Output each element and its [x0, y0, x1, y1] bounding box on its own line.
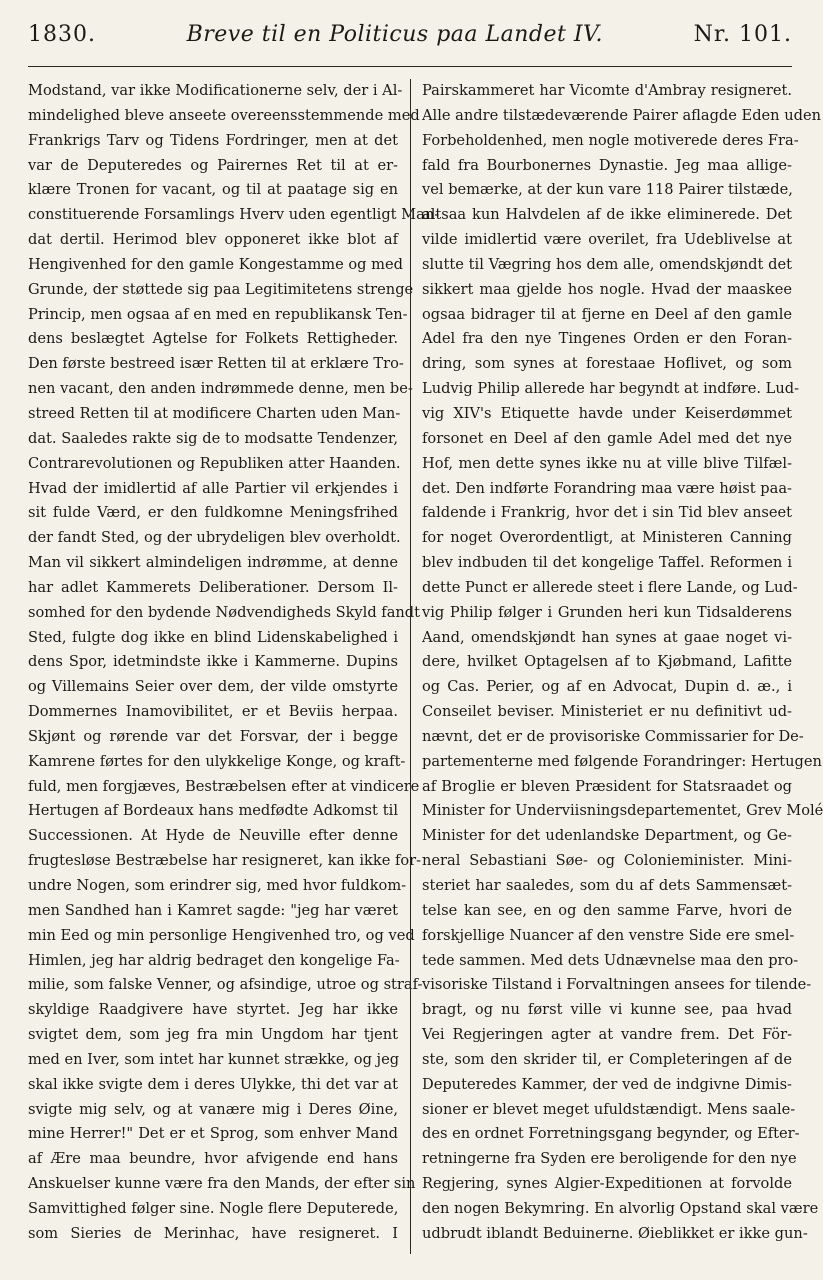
text-line: visoriske Tilstand i Forvaltningen ansees for tilende-	[422, 976, 812, 994]
text-line: Man vil sikkert almindeligen indrømme, at denne	[28, 554, 398, 572]
text-line: Den første bestreed især Retten til at erklære Tro-	[28, 355, 404, 373]
text-line: Hertugen af Bordeaux hans medfødte Adkomst til	[28, 802, 398, 820]
text-line: vilde imidlertid være overilet, fra Udeblivelse at	[422, 231, 792, 249]
text-line: Contrarevolutionen og Republiken atter Haanden.	[28, 454, 401, 472]
text-line: des en ordnet Forretningsgang begynder, og Efter-	[422, 1125, 800, 1143]
text-line: constituerende Forsamlings Hverv uden egentligt Man-	[28, 206, 440, 224]
text-line: dat. Saaledes rakte sig de to modsatte Tendenzer,	[28, 429, 398, 447]
right-column	[422, 79, 823, 1259]
text-line: Pairskammeret har Vicomte d'Ambray resigneret.	[422, 82, 792, 99]
text-line: streed Retten til at modificere Charten uden Man-	[28, 404, 401, 422]
text-line: Ludvig Philip allerede har begyndt at indføre. Lud-	[422, 380, 800, 398]
text-line: Adel fra den nye Tingenes Orden er den Foran-	[422, 330, 792, 348]
text-line: sit fulde Værd, er den fuldkomne Meningsfrihed	[28, 504, 398, 522]
text-line: har adlet Kammerets Deliberationer. Dersom Il-	[28, 578, 398, 596]
text-line: svigtet dem, som jeg fra min Ungdom har tjent	[28, 1026, 398, 1044]
text-line: blev indbuden til det kongelige Taffel. Reformen i	[422, 554, 792, 572]
text-line: partementerne med følgende Forandringer: Hertugen	[422, 752, 822, 770]
left-column	[28, 79, 440, 1259]
text-line: Minister for det udenlandske Department, og Ge-	[422, 827, 792, 845]
text-line: udbrudt iblandt Beduinerne. Øieblikket er ikke gun-	[422, 1224, 808, 1242]
text-line: klære Tronen for vacant, og til at paatage sig en	[28, 181, 398, 199]
text-line: nen vacant, den anden indrømmede denne, men be-	[28, 380, 413, 398]
text-line: Kamrene førtes for den ulykkelige Konge, og kraft-	[28, 752, 406, 770]
text-line: mindelighed bleve anseete overeensstemmende med	[28, 106, 420, 124]
text-line: retningerne fra Syden ere beroligende for den nye	[422, 1150, 797, 1168]
text-line: skyldige Raadgivere have styrtet. Jeg har ikke	[28, 1001, 398, 1019]
header-rule	[28, 66, 792, 67]
text-line: nævnt, det er de provisoriske Commissarier for De-	[422, 727, 804, 745]
text-line: Vei Regjeringen agter at vandre frem. Det För-	[422, 1026, 792, 1044]
text-line: fald fra Bourbonernes Dynastie. Jeg maa allige-	[422, 156, 792, 174]
text-line: Skjønt og rørende var det Forsvar, der i begge	[28, 727, 398, 745]
text-line: svigte mig selv, og at vanære mig i Deres Øine,	[28, 1100, 398, 1118]
text-line: Forbeholdenhed, men nogle motiverede deres Fra-	[422, 131, 799, 149]
text-line: Alle andre tilstædeværende Pairer aflagde Eden uden	[422, 106, 821, 124]
text-line: ogsaa bidrager til at fjerne en Deel af den gamle	[422, 305, 792, 323]
text-line: Dommernes Inamovibilitet, er et Beviis herpaa.	[28, 703, 398, 721]
text-columns	[28, 79, 823, 1259]
text-line: det. Den indførte Forandring maa være høist paa-	[422, 479, 792, 497]
text-line: dring, som synes at forestaae Hoflivet, og som	[422, 355, 792, 373]
text-line: undre Nogen, som erindrer sig, med hvor fuldkom-	[28, 877, 407, 894]
text-line: Sted, fulgte dog ikke en blind Lidenskabelighed i	[28, 628, 398, 646]
text-line: dat dertil. Herimod blev opponeret ikke blot af	[28, 231, 398, 249]
text-line: som Sieries de Merinhac, have resigneret. I	[28, 1224, 398, 1242]
text-line: af Ære maa beundre, hvor afvigende end hans	[28, 1150, 398, 1168]
text-line: forskjellige Nuancer af den venstre Side ere smel-	[422, 926, 795, 944]
text-line: for noget Overordentligt, at Ministeren Canning	[422, 529, 792, 547]
text-line: altsaa kun Halvdelen af de ikke eliminerede. Det	[422, 206, 792, 224]
text-line: Conseilet beviser. Ministeriet er nu definitivt ud-	[422, 703, 792, 721]
text-line: Himlen, jeg har aldrig bedraget den kongelige Fa-	[28, 951, 400, 969]
text-line: men Sandhed han i Kamret sagde: "jeg har været	[28, 901, 398, 919]
text-line: telse kan see, en og den samme Farve, hvori de	[422, 901, 792, 919]
text-line: milie, som falske Venner, og afsindige, utroe og straf-	[28, 976, 423, 994]
text-line: og Villemains Seier over dem, der vilde omstyrte	[28, 678, 398, 696]
text-line: Grunde, der støttede sig paa Legitimitetens strenge	[28, 280, 414, 298]
text-line: mine Herrer!" Det er et Sprog, som enhver Mand	[28, 1125, 398, 1143]
text-line: neral Sebastiani Søe- og Colonieminister. Mini-	[422, 852, 792, 870]
text-line: af Broglie er bleven Præsident for Statsraadet og	[422, 777, 792, 795]
text-line: vig Philip følger i Grunden heri kun Tidsalderens	[422, 603, 792, 621]
text-line: Successionen. At Hyde de Neuville efter denne	[28, 827, 398, 845]
text-line: Hvad der imidlertid af alle Partier vil erkjendes i	[28, 479, 398, 497]
text-line: steriet har saaledes, som du af dets Sammensæt-	[422, 877, 792, 894]
text-line: tede sammen. Med dets Udnævnelse maa den pro-	[422, 951, 799, 969]
text-line: Modstand, var ikke Modificationerne selv, der i Al-	[28, 82, 403, 99]
text-line: vig XIV's Etiquette havde under Keiserdømmet	[422, 404, 792, 422]
text-line: Hengivenhed for den gamle Kongestamme og med	[28, 255, 403, 273]
text-line: Princip, men ogsaa af en med en republikansk Ten-	[28, 305, 408, 323]
text-line: dens beslægtet Agtelse for Folkets Rettigheder.	[28, 330, 398, 348]
text-line: fuld, men forgjæves, Bestræbelsen efter at vindicere	[28, 777, 420, 795]
running-head	[28, 22, 792, 60]
text-line: Deputeredes Kammer, der ved de indgivne Dimis-	[422, 1075, 792, 1093]
text-line: skal ikke svigte dem i deres Ulykke, thi det var at	[28, 1075, 398, 1093]
text-line: og Cas. Perier, og af en Advocat, Dupin d. æ., i	[422, 678, 792, 696]
header-title: Breve til en Politicus paa Landet IV.	[186, 22, 604, 47]
text-line: sikkert maa gjelde hos nogle. Hvad der maaskee	[422, 280, 792, 298]
text-line: der fandt Sted, og der ubrydeligen blev overholdt.	[28, 529, 401, 547]
column-divider	[410, 79, 411, 1254]
text-line: Minister for Underviisningsdepartementet, Grev Molé	[422, 802, 823, 820]
text-line: var de Deputeredes og Pairernes Ret til at er-	[28, 156, 398, 174]
text-line: Regjering, synes Algier-Expeditionen at forvolde	[422, 1175, 792, 1193]
header-issue-number: Nr. 101.	[693, 22, 792, 47]
text-line: Samvittighed følger sine. Nogle flere Deputerede,	[28, 1199, 399, 1217]
text-line: frugtesløse Bestræbelse har resigneret, kan ikke for-	[28, 852, 422, 870]
text-line: vel bemærke, at der kun vare 118 Pairer tilstæde,	[422, 181, 793, 199]
header-year: 1830.	[28, 22, 96, 47]
text-line: Anskuelser kunne være fra den Mands, der efter sin	[28, 1175, 416, 1193]
text-line: bragt, og nu først ville vi kunne see, paa hvad	[422, 1001, 792, 1019]
text-line: sioner er blevet meget ufuldstændigt. Mens saale-	[422, 1100, 796, 1118]
text-line: Aand, omendskjøndt han synes at gaae noget vi-	[422, 628, 792, 646]
text-line: ste, som den skrider til, er Completeringen af de	[422, 1050, 792, 1068]
text-line: dette Punct er allerede steet i flere Lande, og Lud-	[422, 578, 798, 596]
text-line: slutte til Vægring hos dem alle, omendskjøndt det	[422, 255, 792, 273]
text-line: faldende i Frankrig, hvor det i sin Tid blev anseet	[422, 504, 792, 522]
text-line: somhed for den bydende Nødvendigheds Skyld fandt	[28, 603, 421, 621]
text-line: min Eed og min personlige Hengivenhed tro, og ved	[28, 926, 415, 944]
text-line: dere, hvilket Optagelsen af to Kjøbmand, Lafitte	[422, 653, 792, 671]
text-line: dens Spor, idetmindste ikke i Kammerne. Dupins	[28, 653, 398, 671]
text-line: den nogen Bekymring. En alvorlig Opstand skal være	[422, 1199, 819, 1217]
text-line: med en Iver, som intet har kunnet strække, og jeg	[28, 1050, 400, 1068]
text-line: forsonet en Deel af den gamle Adel med det nye	[422, 429, 792, 447]
text-line: Hof, men dette synes ikke nu at ville blive Tilfæl-	[422, 454, 792, 472]
text-line: Frankrigs Tarv og Tidens Fordringer, men at det	[28, 131, 398, 149]
